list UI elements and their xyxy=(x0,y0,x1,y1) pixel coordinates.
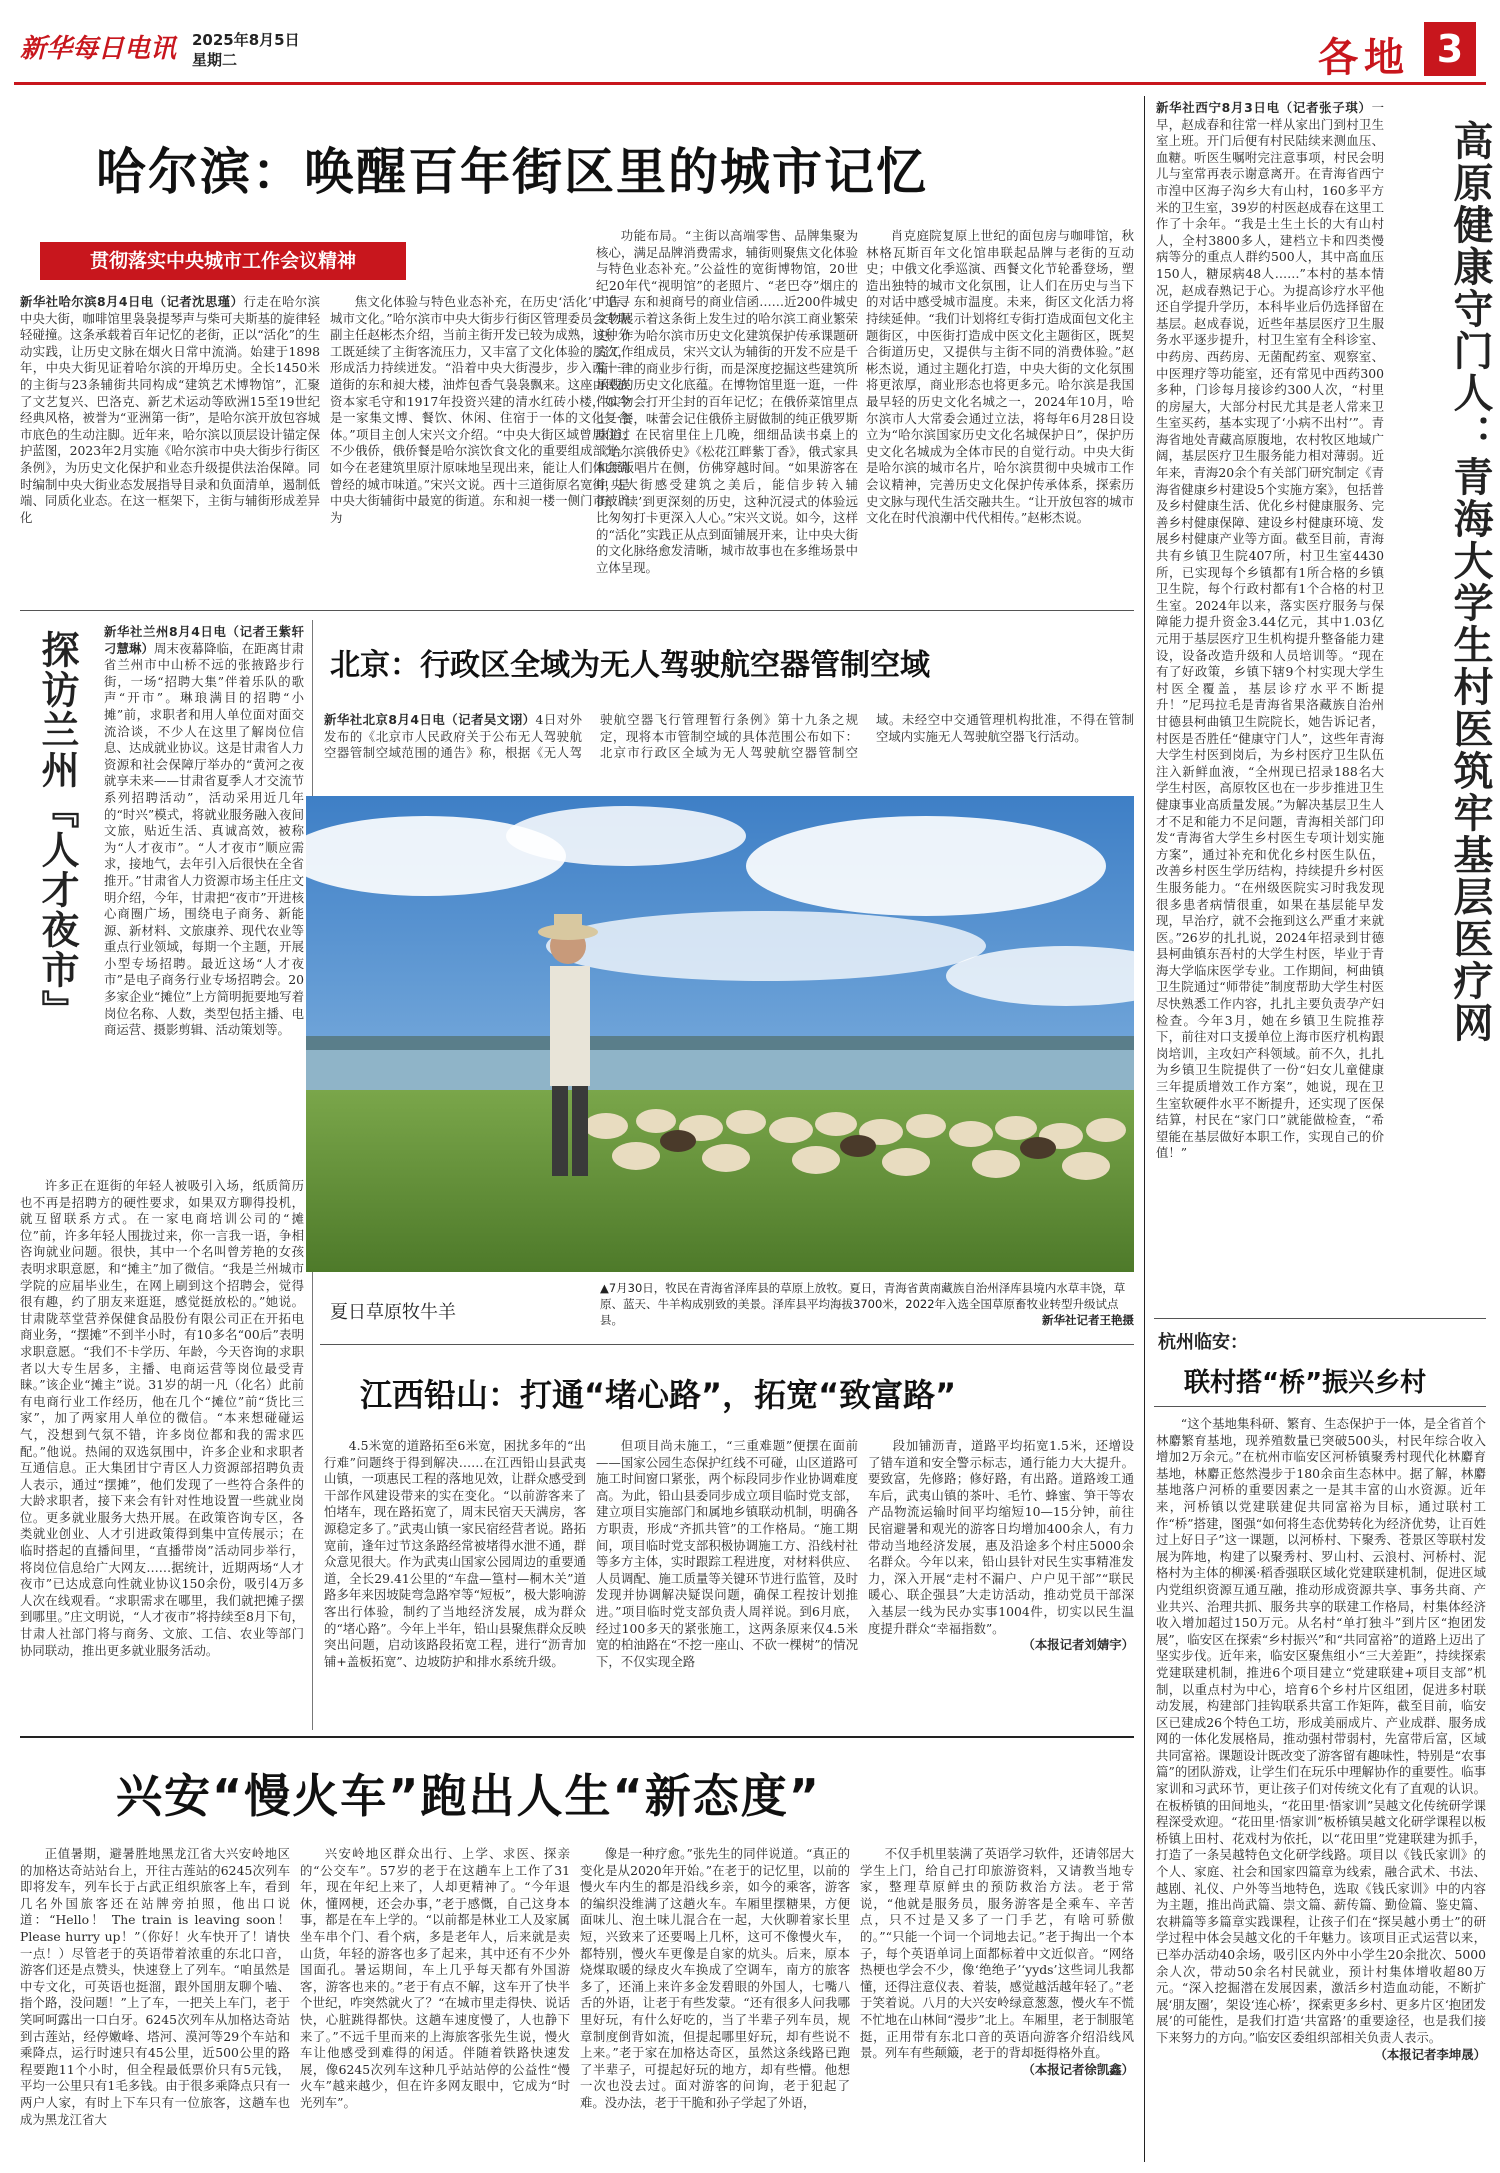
article-harbin-text1: 行走在哈尔滨中央大街，咖啡馆里袅袅提琴声与柴可夫斯基的旋律轻轻碰撞。这条承载着百年记忆的老街，正以“活化”的生动实践，让历史文脉在烟火日常中流淌。始建于1898年，中央大街见证着哈尔滨的开埠历史。全长1450米的主街与23条辅街共同构成“建筑艺术博物馆”，汇聚了文艺复兴、巴洛克、新艺术运动等欧洲15至19世纪经典风格，被誉为“亚洲第一街”，是哈尔滨开放包容城市底色的生动注脚。近年来，哈尔滨以顶层设计锚定保护蓝图，2023年2月实施《哈尔滨市中央大街步行街区条例》，为历史文化保护和业态升级提供法治保障。同时编制中央大街业态发展指导目录和负面清单，遏制低端、同质化业态。在这一框架下，主街与辅街形成差异化 xyxy=(20,294,320,525)
issue-weekday: 星期二 xyxy=(192,51,238,69)
article-jiangxi-col3 xyxy=(868,1438,1134,1718)
article-lanzhou-text-a: 周末夜幕降临，在距离甘肃省兰州市中山桥不远的张掖路步行街，一场“招聘大集”伴着乐队的歌声“开市”。琳琅满目的招聘“小摊”前，求职者和用人单位面对面交流洽谈，不少人在这里了解岗位信息、达成就业协议。这是甘肃省人力资源和社会保障厅举办的“黄河之夜就享未来——甘肃省夏季人才交流节系列招聘活动”，活动采用近几年的“时兴”模式，将就业服务融入夜间文旅，贴近生活、真诚高效，被称为“人才夜市”。“人才夜市”顺应需求，接地气，去年引入后很快在全省推开。”甘肃省人力资源市场主任庄文明介绍，今年，甘肃把“夜市”开进核心商圈广场，围绕电子商务、新能源、新材料、文旅康养、现代农业等重点行业领域，每期一个主题，开展小型专场招聘。最近这场“人才夜市”是电子商务行业专场招聘会。20多家企业“摊位”上方简明扼要地写着岗位名称、人数，类型包括主播、电商运营、摄影剪辑、活动策划等。 xyxy=(104,640,304,1038)
masthead-logo: 新华每日电讯 xyxy=(20,34,177,64)
article-harbin-col1 xyxy=(20,294,320,602)
article-harbin-col4: 肖克庭院复原上世纪的面包房与咖啡馆，秋林格瓦斯百年文化馆串联起品牌与老街的互动史；中俄文化季巡演、西餐文化节轮番登场，塑造出独特的城市文化氛围，让人们在历史与当下的对话中感受城市温度。未来，街区文化活力将持续延伸。“我们计划将红专街打造成面包文化主题街区，中医街打造成中医文化主题街区，既契合街道历史，又提供与主街不同的消费体验。”赵彬杰说，通过主题化打造，中央大街的文化氛围将更浓厚，商业形态也将更多元。哈尔滨是我国最早轻的历史文化名城之一，2024年10月，哈尔滨市人大常委会通过立法，将每年6月28日设立为“哈尔滨国家历史文化名城保护日”，保护历史文化名城成为全体市民的自觉行动。中央大街是哈尔滨的城市名片，哈尔滨贯彻中央城市工作会议精神，完善历史文化保护传承体系，探索历史文脉与现代生活交融共生。“让开放包容的城市文化在时代浪潮中代代相传。”赵彬杰说。 xyxy=(866,228,1134,526)
article-linan-text xyxy=(1156,1416,1486,2162)
article-lanzhou-dateline: 新华社兰州8月4日电（记者王紫轩 刁慧琳） xyxy=(104,624,304,656)
article-xingan-col1: 正值暑期，避暑胜地黑龙江省大兴安岭地区的加格达奇站站台上，开往古莲站的6245次列车即将发车，列车长于占武正组织旅客上车，看到几名外国旅客还在站牌旁拍照，他出口说道：“Hello！ The train is leaving soon！ Please hurry up！”（你好！火车快开了！请快一点！）尽管老于的英语带着浓重的东北口音，游客们还是点赞头，快速登上了列车。“咱虽然是中专文化，可英语也挺溜，跟外国朋友聊个嗑、指个路，没问题！”上了车，一把关上车门，老于笑呵呵露出一口白牙。6245次列车从加格达奇站到古莲站，经停嫩峰、塔河、漠河等29个车站和乘降点，运行时速只有45公里，近500公里的路程要跑11个小时，但全程最低票价只有5元钱，平均一公里只有1毛多钱。由于很多乘降点只有一两户人家，有时上下车只有一位旅客，这趟车也成为黑龙江省大 xyxy=(20,1846,290,2127)
photo-caption-text: ▲7月30日，牧民在青海省泽库县的草原上放牧。夏日，青海省黄南藏族自治州泽库县境内水草丰饶，草原、蓝天、牛羊构成别致的美景。泽库县平均海拔3700米，2022年入选全国草原畜牧业转型升级试点县。 xyxy=(600,1281,1126,1327)
article-jiangxi-title: 江西铅山：打通“堵心路”，拓宽“致富路” xyxy=(360,1376,957,1414)
divider-harbin-bottom xyxy=(20,610,1134,611)
page-number-badge: 3 xyxy=(1424,22,1476,76)
divider-right-column xyxy=(1144,96,1145,2162)
article-beijing-dateline: 新华社北京8月4日电（记者吴文诩） xyxy=(324,712,536,727)
grassland-photo xyxy=(306,796,1134,1272)
divider-linan-top xyxy=(1154,1318,1486,1319)
article-beijing-title: 北京：行政区全域为无人驾驶航空器管制空域 xyxy=(330,648,930,683)
article-xingan-title: 兴安“慢火车”跑出人生“新态度” xyxy=(116,1769,821,1823)
issue-date: 2025年8月5日 xyxy=(192,31,300,49)
article-xingan-text4: 不仅手机里装满了英语学习软件，还请邻居大学生上门，给自己打印旅游资料，又请教当地专家，整理草原鲜虫的预防救治方法。老于常说，“他就是服务员，服务游客是全乘车、辛苦点，只不过是又多了一门手艺，有啥可骄傲的。”“只能一个词一个词地去记。”老于掏出一个本子，每个英语单词上面都标着中文近似音。“网络热梗也学会不少，像‘绝绝子’‘yyds’这些词儿我都懂，还得注意仪表、着装，感觉越活越年轻了。”老于笑着说。八月的大兴安岭绿意葱葱，慢火车不慌不忙地在山林间“漫步”北上。车厢里，老于制服笔挺，正用带有东北口音的英语向游客介绍沿线风景。列车有些颠簸，老于的背却挺得格外直。 xyxy=(860,1846,1134,2061)
article-jiangxi-col1: 4.5米宽的道路拓至6米宽，困扰多年的“出行难”问题终于得到解决……在江西铅山县武夷山镇，一项惠民工程的落地见效，让群众感受到干部作风建设带来的实在变化。“以前游客来了怕堵车，现在路拓宽了，周末民宿天天满房，客源稳定多了。”武夷山镇一家民宿经营者说。路拓宽前，逢年过节这条路经常被堵得水泄不通，群众意见很大。作为武夷山国家公园周边的重要通道，全长29.41公里的“车盘—篁村—桐木关”道路多年来因坡陡弯急路窄等“短板”，极大影响游客出行体验，制约了当地经济发展，成为群众的“堵心路”。今年上半年，铅山县聚焦群众反映突出问题，启动该路段拓宽工程，进行“沥青加铺+盖板拓宽”、边坡防护和排水系统升级。 xyxy=(324,1438,586,1669)
article-harbin-dateline: 新华社哈尔滨8月4日电（记者沈思瑾） xyxy=(20,294,244,309)
article-beijing-text xyxy=(324,712,1134,780)
article-qinghai-body: 一早，赵成春和往常一样从家出门到村卫生室上班。开门后便有村民陆续来测血压、血糖。听医生嘱咐完注意事项，村民会明儿与室常再表示谢意离开。在青海省西宁市湟中区海子沟乡大有山村，160多平方米的卫生室，39岁的村医赵成春在这里工作了十余年。“我是土生土长的大有山村人，全村3800多人，建档立卡和四类慢病等分的重点人群约500人，其中高血压150人，糖尿病48人……”本村的基本情况，赵成春熟记于心。为提高诊疗水平他还自学提升学历，本科毕业后仍选择留在基层。赵成春说，近些年基层医疗卫生服务水平逐步提升，村卫生室有全科诊室、中药房、西药房、无菌配药室、观察室、中医理疗等功能室，还有常见中西药300多种，门诊每月接诊约300人次，“村里的房屋大，大部分村民尤其是老人常来卫生室买药，基本实现了‘小病不出村’”。青海省地处青藏高原腹地，农村牧区地域广阔，基层医疗卫生服务能力相对薄弱。近年来，青海20余个有关部门研究制定《青海省健康乡村建设5个实施方案》，包括普及乡村健康生活、优化乡村健康服务、完善乡村健康保障、建设乡村健康环境、发展乡村健康产业等方面。截至目前，青海共有乡镇卫生院407所，村卫生室4430所，已实现每个乡镇都有1所合格的乡镇卫生院，每个行政村都有1个合格的村卫生室。2024年以来，落实医疗服务与保障能力提升资金3.44亿元，其中1.03亿元用于基层医疗卫生机构提升整备能力建设，设备改造升级和人员培训等。“现在有了好政策，乡镇下辖9个村实现大学生村医全覆盖，基层诊疗水平不断提升！”尼玛拉毛是青海省果洛藏族自治州甘德县柯曲镇卫生院院长，她告诉记者，村医是否胜任“健康守门人”，这些年青海大学生村医到岗后，为乡村医疗卫生队伍注入新鲜血液，“全州现已招录188名大学生村医，高原牧区也在一步步推进卫生健康事业高质量发展。”为解决基层卫生人才不足和能力不足问题，青海相关部门印发“青海省大学生乡村医生专项计划实施方案”，通过补充和优化乡村医生队伍，改善乡村医生学历结构，持续提升乡村医生服务能力。“在州级医院实习时我发现很多患者病情很重，如果在基层能早发现，早治疗，就不会拖到这么严重才来就医。”26岁的扎扎说，2024年招录到甘德县柯曲镇东吾村的大学生村医，毕业于青海大学临床医学专业。工作期间，柯曲镇卫生院通过“师带徒”制度帮助大学生村医尽快熟悉工作内容，扎扎主要负责孕产妇检查。今年3月，她在乡镇卫生院推荐下，前往对口支援单位上海市医疗机构跟岗培训，主攻妇产科领域。前不久，扎扎为乡镇卫生院提供了一份“妇女儿童健康三年提质增效工作方案”，她说，现在卫生室软硬件水平不断提升，还实现了医保结算，村民在“家门口”就能做检查，“希望能在基层做好本职工作，实现自己的价值！” xyxy=(1156,100,1384,1161)
article-lanzhou-col-b: 许多正在逛街的年轻人被吸引入场，纸质简历也不再是招聘方的硬性要求，如果双方聊得投机，就互留联系方式。在一家电商培训公司的“摊位”前，许多年轻人围拢过来，你一言我一语，争相咨询就业问题。很快，其中一个名叫曾芳艳的女孩表明求职意愿，和“摊主”加了微信。“我是兰州城市学院的应届毕业生，在网上刷到这个招聘会，觉得很有趣，约了朋友来逛逛，感觉挺放松的。”她说。甘肃陇萃堂营养保健食品股份有限公司正在开拓电商业务，“摆摊”不到半小时，有10多名“00后”表明求职意愿。“我们不卡学历、年龄，今天咨询的求职者以大专生居多，主播、电商运营等岗位最受青睐。”该企业“摊主”说。31岁的胡一凡（化名）此前有电商行业工作经历，他在几个“摊位”前“货比三家”，加了两家用人单位的微信。“本来想碰碰运气，没想到气氛不错，许多岗位都和我的需求匹配。”他说。热闹的双选氛围中，许多企业和求职者互通信息。正大集团甘宁青区人力资源部招聘负责人表示，通过“摆摊”，他们发现了一些符合条件的大龄求职者，接下来会有针对性地设置一些就业岗位。更多就业服务大热开展。在政策咨询专区，各类就业创业、人才引进政策得到集中宣传展示；在临时搭起的直播间里，“直播带岗”活动同步举行，将岗位信息给广大网友……据统计，近期两场“人才夜市”已达成意向性就业协议150余份，吸引4万多人次在线观看。“求职需求在哪里，我们就把摊子摆到哪里。”庄文明说，“人才夜市”将持续至8月下旬，甘肃人社部门将与商务、文旅、工信、农业等部门协同联动，推出更多就业服务活动。 xyxy=(20,1178,304,1658)
article-xingan-col2: 兴安岭地区群众出行、上学、求医、探亲的“公交车”。57岁的老于在这趟车上工作了31年，现在年纪上来了，人却更精神了。“今年退休，懂网梗，还会办事，”老于感慨，自己这身本事，都是在车上学的。“以前都是林业工人及家属坐车串个门、看个病，多是老年人，后来就是卖山货，年轻的游客也多了起来，其中还有不少外国面孔。暑运期间，车上几乎每天都有外国游客，游客也来的。”老于有点不解，这车开了快半个世纪，咋突然就火了？“在城市里走得快、说话快，心脏跳得都快。这趟车速度慢了，人也静下来了。”不远千里而来的上海旅客张先生说，慢火车让他感受到难得的闲适。伴随着铁路快速发展，像6245次列车这种几乎站站停的公益性“慢火车”越来越少，但在许多网友眼中，它成为“时光列车”。 xyxy=(300,1846,570,2110)
article-lanzhou-col-a xyxy=(104,624,304,1174)
masthead-rule xyxy=(14,82,1486,85)
policy-banner: 贯彻落实中央城市工作会议精神 xyxy=(40,242,406,280)
article-lanzhou-title: 探访兰州『人才夜市』 xyxy=(35,630,79,1030)
article-xingan-credit: （本报记者徐凯鑫） xyxy=(1022,2061,1134,2077)
divider-linan-title xyxy=(1154,1406,1486,1407)
article-jiangxi-col2: 但项目尚未施工，“三重难题”便摆在面前——国家公园生态保护红线不可碰，山区道路可施工时间窗口紧张，两个标段同步作业协调难度高。为此，铅山县委同步成立项目临时党支部，建立项目实施部门和属地乡镇联动机制，明确各方职责，形成“齐抓共管”的工作格局。“施工期间，项目临时党支部积极协调施工方、沿线村社等多方主体，实时跟踪工程进度，对材料供应、人员调配、施工质量等关键环节进行监管，及时发现并协调解决疑误问题，确保工程按计划推进。”项目临时党支部负责人周祥说。到6月底，经过100多天的紧张施工，这两条原来仅4.5米宽的柏油路在“不挖一座山、不砍一棵树”的情况下，不仅实现全路 xyxy=(596,1438,858,1669)
article-qinghai-dateline: 新华社西宁8月3日电（记者张子琪） xyxy=(1156,100,1372,115)
article-harbin-title: 哈尔滨：唤醒百年街区里的城市记忆 xyxy=(96,143,928,201)
article-linan-kicker: 杭州临安： xyxy=(1158,1332,1248,1353)
article-xingan-col3: 像是一种疗愈。”张先生的同伴说道。“真正的变化是从2020年开始。”在老于的记忆里，以前的慢火车内生的都是沿线乡亲，如今的乘客，游客的编织没维满了这趟火车。车厢里摆糖果，方便面味儿、泡土味儿混合在一起，大伙聊着家长里短，兴致来了还要喝上几杯，这可不像慢火车，都特别，慢火车更像是自家的炕头。后来，原本烧煤取暖的绿皮火车换成了空调车，南方的旅客多了，还涌上来许多金发碧眼的外国人，七嘴八舌的外语，让老于有些发蒙。“还有很多人问我哪里好玩，有什么好吃的，当了半辈子列车员，规章制度倒背如流，但提起哪里好玩，却有些说不上来。”老于家在加格达奇区，虽然这条线路已跑了半辈子，可提起好玩的地方，却有些懵。他想一次也没去过。面对游客的问询，老于犯起了难。没办法，老于干脆和孙子学起了外语， xyxy=(580,1846,850,2110)
harbin-col3-top-block xyxy=(446,228,588,290)
article-qinghai-text xyxy=(1156,100,1384,1310)
photo-caption xyxy=(600,1280,1134,1336)
article-beijing-body: 4日对外发布的《北京市人民政府关于公布无人驾驶航空器管制空域范围的通告》称，根据《无人驾驶航空器飞行管理暂行条例》第十九条之规定，现将本市管制空域的具体范围公布如下：北京市行政区全域为无人驾驶航空器管制空域。未经空中交通管理机构批准，不得在管制空域内实施无人驾驶航空器飞行活动。 xyxy=(324,712,1134,761)
article-qinghai-title: 高原健康守门人：青海大学生村医筑牢基层医疗网 xyxy=(1447,120,1493,1044)
grassland-photo-image xyxy=(306,796,1134,1272)
divider-photo-bottom xyxy=(320,1344,1134,1345)
section-title: 各地 xyxy=(1318,35,1410,81)
photo-label: 夏日草原牧牛羊 xyxy=(330,1302,456,1323)
article-jiangxi-text3: 段加铺沥青，道路平均拓宽1.5米，还增设了错车道和安全警示标志，通行能力大大提升。要致富，先修路；修好路，有出路。道路竣工通车后，武夷山镇的茶叶、毛竹、蜂蜜、笋干等农产品物流运输时间平均缩短10—15分钟，前往民宿避暑和观光的游客日均增加400余人，有力带动当地经济发展，惠及沿途多个村庄5000余名群众。今年以来，铅山县针对民生实事精准发力，深入开展“走村不漏户、户户见干部”“联民暖心、联企强县”大走访活动，推动党员干部深入基层一线为民办实事1004件，切实以民生温度提升群众“幸福指数”。 xyxy=(868,1438,1134,1636)
article-xingan-col4 xyxy=(860,1846,1134,2162)
article-harbin-col3-main: 功能布局。“主街以高端零售、品牌集聚为核心，满足品牌消费需求，辅街则聚焦文化体验与特色业态补充。”公益性的宽街博物馆，20世纪20年代“视明馆”的老照片、“老巴夺”烟庄的广告、东和昶商号的商业信函……近200件城史文物展示着这条街上发生过的哈尔滨工商业繁荣史。作为哈尔滨市历史文化建筑保护传承课题研究工作组成员，宋兴文认为辅街的开发不应是千篇一律的商业步行街，而是深度挖掘这些建筑所承载的历史文化底蕴。在博物馆里逛一逛，一件件实物会打开尘封的百年记忆；在俄侨菜馆里点上一餐，味蕾会记住俄侨主厨做制的纯正俄罗斯味道；在民宿里住上几晚，细细品读书桌上的《哈尔滨俄侨史》《松花江畔紫丁香》，俄式家具和原版唱片在侧，仿佛穿越时间。“如果游客在中央大街感受建筑之美后，能信步转入辅街，‘读’到更深刻的历史，这种沉浸式的体验远比匆匆打卡更深入人心。”宋兴文说。如今，这样的“活化”实践正从点到面铺展开来，让中央大街的文化脉络愈发清晰，城市故事也在多维场景中立体呈现。 xyxy=(596,228,858,575)
article-linan-body: “这个基地集科研、繁育、生态保护于一体，是全省首个林麝繁育基地，现养殖数量已突破500头，村民年综合收入增加2万余元。”在杭州市临安区河桥镇聚秀村现代化林麝育基地，林麝正悠然漫步于180余亩生态林中。据了解，林麝基地落户河桥的重要因素之一是其丰富的山水资源。近年来，河桥镇以党建联建促共同富裕为目标，通过联村工作“桥”搭建，图强“如何将生态优势转化为经济优势，让百姓过上好日子”这一课题，以河桥村、下聚秀、苍景区等联村发展为阵地，构建了以聚秀村、罗山村、云浪村、河桥村、泥格村为主体的柳溪·稻香强联区域化党建联建机制，促进区域内党组织资源互通互融，推动形成资源共享、事务共商、产业共兴、治理共抓、服务共享的联建工作格局，村集体经济收入增加超过150万元。从名村“单打独斗”到片区“抱团发展”，临安区在探索“乡村振兴”和“共同富裕”的道路上迈出了坚实步伐。近年来，临安区聚焦组小“三大差距”，持续探索党建联建机制，推进6个项目建立“党建联建+项目支部”机制，以重点村为中心，培育6个乡村片区组团，促进多村联动发展，构建部门挂钩联系共富工作矩阵，截至目前，临安区已建成26个特色工坊，形成美丽成片、产业成群、服务成网的一体化发展格局，推动强村带弱村，先富带后富，区域共同富裕。课题设计既改变了游客留有趣味性，特别是“农事篇”的团队游戏，让学生们在玩乐中理解协作的重要性。临事家训和习武环节，更让孩子们对传统文化有了直观的认识。在板桥镇的田间地头，“花田里·悟家训”吴越文化传统研学课程深受欢迎。“花田里·悟家训”板桥镇吴越文化研学课程以板桥镇上田村、花戏村为依托，以“花田里”党建联建为抓手，打造了一条吴越特色文化研学线路。项目以《钱氏家训》的个人、家庭、社会和国家四篇章为线索，融合武术、书法、越剧、礼仪、户外等当地特色，选取《钱氏家训》中的内容为主题，推出尚武篇、崇文篇、薪传篇、勤俭篇、鉴史篇、农耕篇等多篇章实践课程，让孩子们在“探吴越小勇士”的研学过程中体会吴越文化的千年魅力。该项目正式运营以来，已举办活动40余场，吸引区内外中小学生20余批次、5000余人次，带动50余名村民就业，预计村集体增收超80万元。“深入挖掘潜在发展因素，激活乡村造血动能，不断扩展‘朋友圈’，架设‘连心桥’，探索更多乡村、更多片区‘抱团发展’的可能性，是我们打造‘共富路’的重要途径，也是我们接下来努力的方向。”临安区委组织部相关负责人表示。 xyxy=(1156,1416,1486,2045)
article-linan-title: 联村搭“桥”振兴乡村 xyxy=(1184,1368,1427,1398)
divider-jiangxi-bottom xyxy=(20,1736,1134,1738)
article-linan-credit: （本报记者李坤晟） xyxy=(1374,2046,1486,2062)
photo-credit: 新华社记者王艳摄 xyxy=(1042,1313,1134,1327)
article-harbin-col2: 焦文化体验与特色业态补充，在历史‘活化’中追寻城市文化。”哈尔滨市中央大街步行街区管理委员会专职副主任赵彬杰介绍，当前主街开发已较为成熟，这种分工既延续了主街客流压力，又丰富了文化体验的层次，形成活力持续迸发。“沿着中央大街漫步，步入西十三道街的东和昶大楼，油炸包香气袅袅飘来。这座由民族资本家毛守和1917年投资兴建的清水红砖小楼，如今是一家集文博、餐饮、休闲、住宿于一体的文化复合体。”项目主创人宋兴文介绍。“中央大街区域曾居住过不少俄侨，俄侨餐是哈尔滨饮食文化的重要组成部分。如今在老建筑里原汁原味地呈现出来，能让人们体会到曾经的城市味道。”宋兴文说。西十三道街原名宽街，是中央大街辅街中最宽的街道。东和昶一楼一侧门市被辟为 xyxy=(330,294,630,525)
article-jiangxi-credit: （本报记者刘婧宇） xyxy=(1022,1637,1134,1653)
